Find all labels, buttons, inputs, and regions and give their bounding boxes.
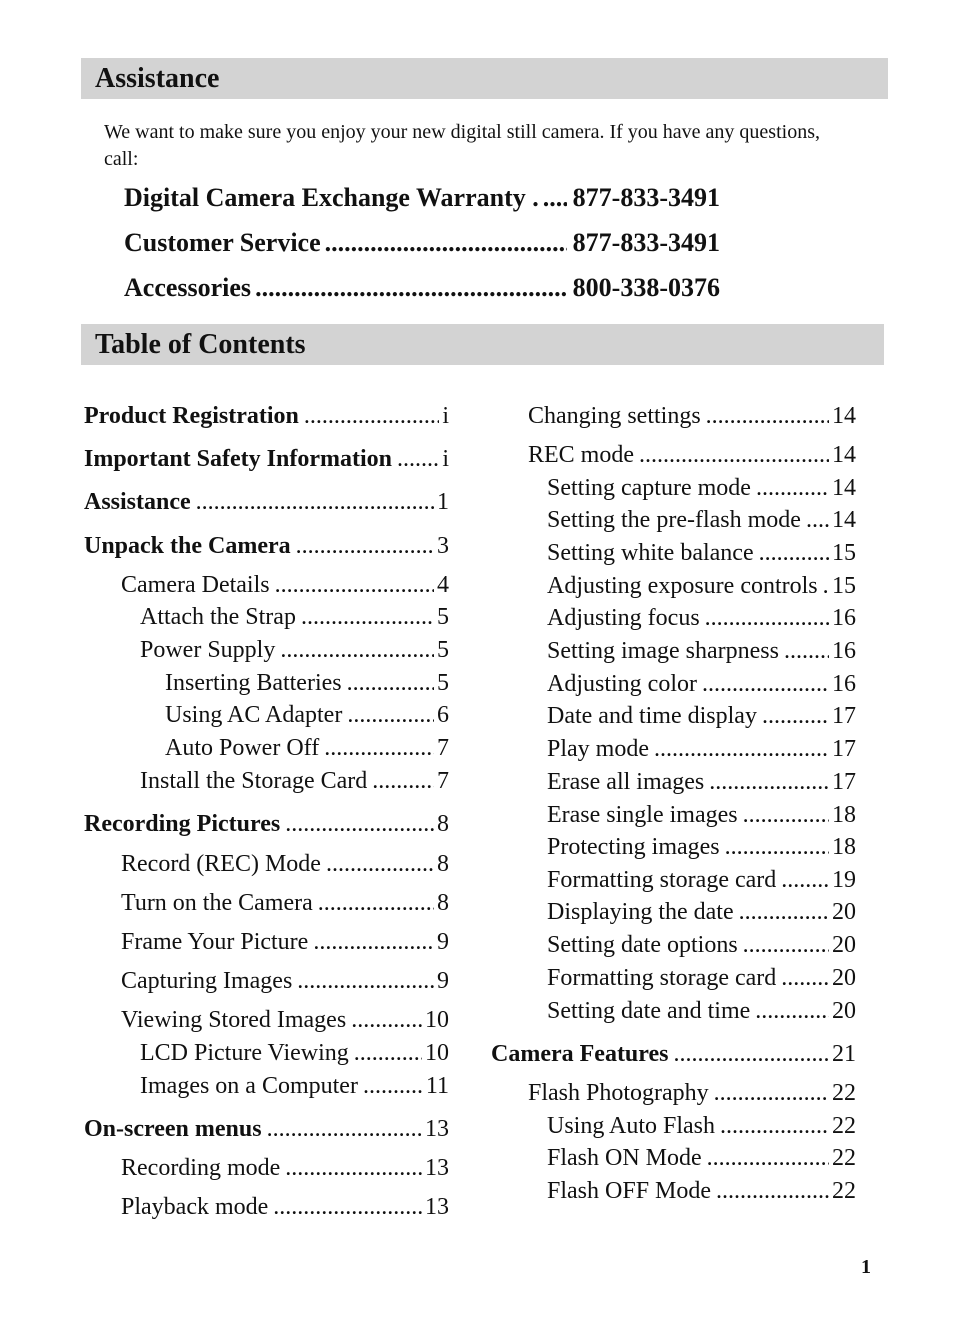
dot-leader [347, 700, 434, 730]
toc-entry [547, 636, 856, 666]
toc-title: Setting date and time [547, 998, 751, 1024]
toc-entry [165, 668, 449, 698]
toc-entry [121, 1153, 449, 1183]
toc-title: Images on a Computer [140, 1073, 358, 1099]
toc-page: 15 [832, 573, 856, 599]
dot-leader [716, 1176, 829, 1206]
dot-leader [781, 865, 829, 895]
toc-page: 13 [425, 1155, 449, 1181]
toc-title: Unpack the Camera [84, 533, 291, 559]
toc-page: 16 [832, 638, 856, 664]
toc-page: 22 [832, 1113, 856, 1139]
toc-page: 8 [437, 890, 449, 916]
toc-entry [547, 734, 856, 764]
dot-leader [326, 849, 434, 879]
toc-entry [121, 570, 449, 600]
contact-label: Digital Camera Exchange Warranty . [124, 183, 539, 212]
toc-entry [140, 1071, 449, 1101]
toc-entry [547, 930, 856, 960]
toc-page: 3 [437, 533, 449, 559]
toc-page: 19 [832, 867, 856, 893]
toc-page: i [442, 446, 449, 472]
toc-entry [547, 701, 856, 731]
toc-title: Assistance [84, 489, 191, 515]
toc-entry [121, 888, 449, 918]
toc-entry [528, 401, 856, 431]
dot-leader [313, 927, 434, 957]
toc-entry [84, 487, 449, 517]
toc-entry [84, 1114, 449, 1144]
dot-leader [707, 1143, 829, 1173]
toc-entry [121, 1192, 449, 1222]
toc-page: 22 [832, 1145, 856, 1171]
dot-leader [318, 888, 434, 918]
toc-page: 7 [437, 768, 449, 794]
toc-title: Using Auto Flash [547, 1113, 716, 1139]
toc-title: Adjusting color [547, 671, 697, 697]
toc-entry [547, 603, 856, 633]
toc-entry [547, 1176, 856, 1206]
dot-leader [759, 538, 829, 568]
toc-title: Recording Pictures [84, 811, 281, 837]
toc-title: Formatting storage card [547, 965, 777, 991]
toc-page: 5 [437, 637, 449, 663]
toc-title: LCD Picture Viewing [140, 1040, 349, 1066]
contact-number: 877-833-3491 [572, 183, 720, 212]
dot-leader [755, 996, 829, 1026]
dot-leader [275, 570, 434, 600]
toc-title: Attach the Strap [140, 604, 296, 630]
toc-entry [547, 1111, 856, 1141]
dot-leader [781, 963, 829, 993]
toc-title: Install the Storage Card [140, 768, 368, 794]
toc-title: Playback mode [121, 1194, 269, 1220]
toc-title: Viewing Stored Images [121, 1007, 347, 1033]
toc-entry [547, 538, 856, 568]
dot-leader [720, 1111, 829, 1141]
toc-entry [84, 444, 449, 474]
toc-entry [528, 1078, 856, 1108]
dot-leader [285, 809, 434, 839]
toc-entry [165, 733, 449, 763]
toc-page: 5 [437, 670, 449, 696]
toc-page: 9 [437, 968, 449, 994]
dot-leader [196, 487, 434, 517]
dot-leader [725, 832, 829, 862]
toc-entry [165, 700, 449, 730]
toc-page: 10 [425, 1040, 449, 1066]
contact-row [124, 183, 720, 217]
toc-title: Camera Features [491, 1041, 669, 1067]
toc-page: i [442, 403, 449, 429]
toc-page: 14 [832, 442, 856, 468]
toc-page: 20 [832, 998, 856, 1024]
contact-number: 800-338-0376 [572, 273, 720, 302]
toc-entry [491, 1039, 856, 1069]
dot-leader [702, 669, 829, 699]
dot-leader [784, 636, 829, 666]
contact-row [124, 228, 720, 262]
contact-label: Accessories [124, 273, 252, 302]
toc-title: Formatting storage card [547, 867, 777, 893]
toc-entry [140, 635, 449, 665]
toc-title: Setting white balance [547, 540, 754, 566]
assistance-heading: Assistance [81, 58, 888, 99]
toc-entry [121, 927, 449, 957]
toc-page: 13 [425, 1194, 449, 1220]
dot-leader [351, 1005, 422, 1035]
toc-title: Erase all images [547, 769, 705, 795]
dot-leader [255, 273, 567, 303]
toc-page: 14 [832, 475, 856, 501]
toc-page: 8 [437, 851, 449, 877]
toc-page: 22 [832, 1080, 856, 1106]
toc-title: Setting capture mode [547, 475, 751, 501]
toc-entry [140, 1038, 449, 1068]
dot-leader [756, 473, 829, 503]
toc-title: Power Supply [140, 637, 276, 663]
toc-entry [140, 602, 449, 632]
toc-title: Record (REC) Mode [121, 851, 321, 877]
dot-leader [372, 766, 434, 796]
toc-title: Setting image sharpness [547, 638, 779, 664]
dot-leader [639, 440, 829, 470]
dot-leader [714, 1078, 829, 1108]
dot-leader [806, 505, 829, 535]
dot-leader [543, 183, 567, 213]
dot-leader [706, 401, 829, 431]
toc-heading: Table of Contents [81, 324, 884, 365]
toc-title: Frame Your Picture [121, 929, 309, 955]
assistance-intro: We want to make sure you enjoy your new digital still camera. If you have any questions, call: [104, 121, 820, 170]
toc-page: 18 [832, 802, 856, 828]
toc-page: 14 [832, 403, 856, 429]
dot-leader [304, 401, 439, 431]
page-number: 1 [861, 1256, 871, 1278]
toc-page: 20 [832, 932, 856, 958]
toc-entry [140, 766, 449, 796]
toc-page: 16 [832, 671, 856, 697]
toc-title: Protecting images [547, 834, 720, 860]
toc-entry [547, 767, 856, 797]
toc-page: 20 [832, 899, 856, 925]
toc-page: 20 [832, 965, 856, 991]
toc-page: 21 [832, 1041, 856, 1067]
toc-page: 14 [832, 507, 856, 533]
toc-entry [547, 473, 856, 503]
toc-page: 16 [832, 605, 856, 631]
dot-leader [267, 1114, 422, 1144]
toc-page: 17 [832, 769, 856, 795]
toc-title: Camera Details [121, 572, 270, 598]
contact-label: Customer Service [124, 228, 321, 257]
dot-leader [674, 1039, 830, 1069]
toc-entry [84, 531, 449, 561]
dot-leader [301, 602, 434, 632]
toc-title: Date and time display [547, 703, 757, 729]
dot-leader [823, 571, 829, 601]
dot-leader [705, 603, 829, 633]
toc-entry [547, 505, 856, 535]
dot-leader [296, 531, 434, 561]
dot-leader [354, 1038, 422, 1068]
dot-leader [739, 897, 829, 927]
toc-page: 15 [832, 540, 856, 566]
toc-title: Flash OFF Mode [547, 1178, 712, 1204]
toc-title: Turn on the Camera [121, 890, 313, 916]
toc-title: On-screen menus [84, 1116, 262, 1142]
toc-title: Auto Power Off [165, 735, 320, 761]
toc-entry [84, 401, 449, 431]
toc-page: 4 [437, 572, 449, 598]
toc-title: Capturing Images [121, 968, 293, 994]
toc-title: Important Safety Information [84, 446, 392, 472]
toc-entry [547, 996, 856, 1026]
toc-title: REC mode [528, 442, 634, 468]
toc-page: 1 [437, 489, 449, 515]
dot-leader [397, 444, 439, 474]
toc-entry [547, 800, 856, 830]
toc-entry [121, 849, 449, 879]
toc-page: 11 [425, 1073, 449, 1099]
toc-page: 17 [832, 703, 856, 729]
toc-entry [547, 669, 856, 699]
toc-entry [547, 1143, 856, 1173]
toc-entry [121, 966, 449, 996]
toc-page: 8 [437, 811, 449, 837]
dot-leader [325, 228, 567, 258]
toc-title: Using AC Adapter [165, 702, 343, 728]
toc-page: 5 [437, 604, 449, 630]
toc-page: 7 [437, 735, 449, 761]
toc-title: Adjusting exposure controls [547, 573, 818, 599]
toc-title: Inserting Batteries [165, 670, 342, 696]
dot-leader [654, 734, 829, 764]
dot-leader [709, 767, 829, 797]
toc-title: Setting date options [547, 932, 738, 958]
dot-leader [324, 733, 434, 763]
contact-row [124, 273, 720, 307]
toc-page: 17 [832, 736, 856, 762]
toc-entry [84, 809, 449, 839]
toc-title: Flash ON Mode [547, 1145, 702, 1171]
contact-number: 877-833-3491 [572, 228, 720, 257]
toc-title: Setting the pre-flash mode [547, 507, 801, 533]
toc-title: Adjusting focus [547, 605, 700, 631]
toc-title: Play mode [547, 736, 649, 762]
dot-leader [743, 930, 829, 960]
toc-title: Displaying the date [547, 899, 734, 925]
toc-entry [547, 571, 856, 601]
toc-page: 10 [425, 1007, 449, 1033]
dot-leader [762, 701, 829, 731]
toc-entry [547, 865, 856, 895]
toc-title: Flash Photography [528, 1080, 709, 1106]
toc-entry [121, 1005, 449, 1035]
dot-leader [297, 966, 434, 996]
toc-entry [547, 963, 856, 993]
toc-title: Erase single images [547, 802, 738, 828]
toc-entry [547, 897, 856, 927]
dot-leader [280, 635, 434, 665]
toc-entry [547, 832, 856, 862]
toc-page: 6 [437, 702, 449, 728]
dot-leader [273, 1192, 422, 1222]
dot-leader [285, 1153, 422, 1183]
toc-title: Recording mode [121, 1155, 281, 1181]
toc-entry [528, 440, 856, 470]
toc-page: 22 [832, 1178, 856, 1204]
toc-page: 18 [832, 834, 856, 860]
dot-leader [347, 668, 434, 698]
toc-page: 13 [425, 1116, 449, 1142]
dot-leader [743, 800, 829, 830]
toc-title: Product Registration [84, 403, 299, 429]
toc-title: Changing settings [528, 403, 701, 429]
dot-leader [363, 1071, 423, 1101]
toc-page: 9 [437, 929, 449, 955]
